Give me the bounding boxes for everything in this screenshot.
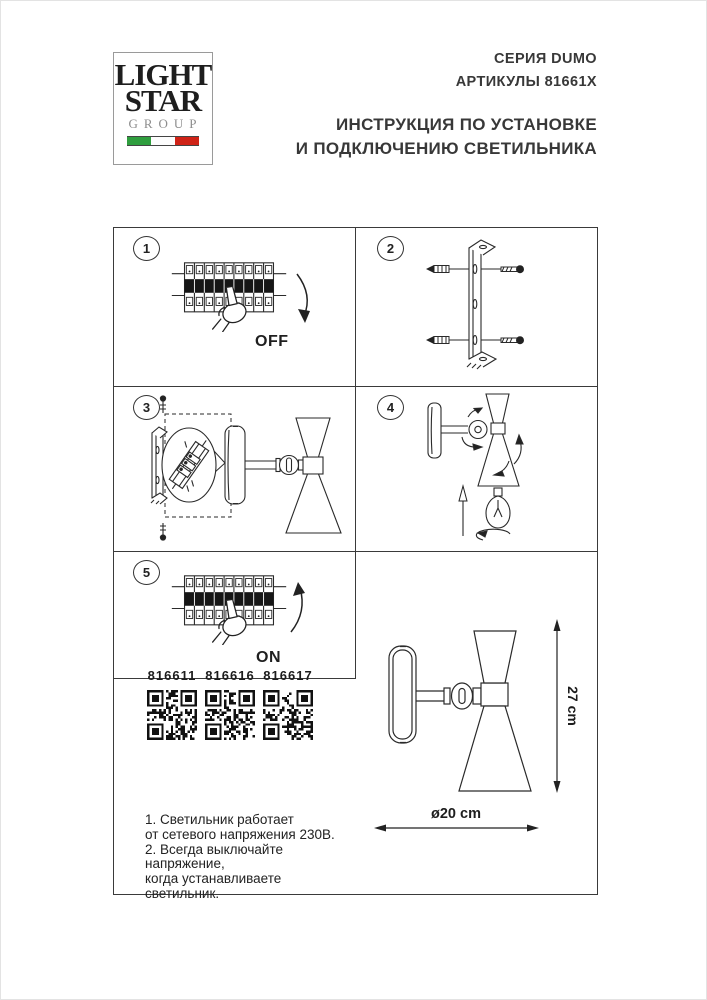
logo-line-star: STAR — [124, 83, 202, 118]
wall-anchor-icon — [426, 265, 449, 344]
screw-rotation-icon — [476, 529, 510, 540]
step-5-number: 5 — [133, 560, 160, 585]
article-column — [205, 668, 255, 740]
logo-line-group: GROUP — [128, 116, 203, 131]
note-line: 1. Светильник работает — [145, 812, 294, 827]
step5-breaker-on-drawing — [114, 552, 356, 678]
circuit-breaker-drawing — [172, 263, 286, 332]
step2-bracket-drawing — [356, 228, 597, 386]
step3-wiring-drawing — [114, 387, 356, 551]
screw-icon — [501, 265, 524, 344]
qr-code-816611 — [147, 690, 197, 740]
article-code: 816616 — [205, 668, 255, 683]
note-line: когда устанавливаете светильник. — [145, 871, 282, 901]
logo-line-light: LIGHT — [114, 57, 212, 92]
article-code: 816611 — [147, 668, 197, 683]
step-2-number: 2 — [377, 236, 404, 261]
note-line: от сетевого напряжения 230В. — [145, 826, 335, 842]
qr-code-816616 — [205, 690, 255, 740]
off-arrow-icon — [297, 274, 310, 323]
step-4-number: 4 — [377, 395, 404, 420]
article-column — [263, 668, 313, 740]
lamp-dimensions-drawing — [356, 552, 597, 894]
height-dimension-label: 27 cm — [565, 686, 581, 726]
safety-notes — [145, 813, 355, 902]
lightstar-logo — [113, 52, 213, 165]
article-column — [147, 668, 197, 740]
header-text — [296, 48, 597, 161]
on-label: ON — [256, 649, 281, 666]
articles-title: АРТИКУЛЫ 81661X — [455, 74, 597, 90]
on-arrow-icon — [291, 582, 305, 632]
instruction-grid — [113, 227, 598, 901]
shade-drawing — [286, 418, 341, 533]
insert-arrow-icon — [459, 486, 467, 536]
diameter-dimension — [374, 806, 539, 832]
step4-lamp-assembly-drawing — [356, 387, 597, 551]
qr-code-816617 — [263, 690, 313, 740]
wiring-detail-balloon — [158, 428, 225, 502]
series-title: СЕРИЯ DUMO — [494, 51, 597, 67]
italian-flag-stripe — [127, 136, 199, 146]
backplate-drawing — [225, 426, 245, 504]
instruction-title-line1: ИНСТРУКЦИЯ ПО УСТАНОВКЕ — [336, 115, 597, 134]
off-label: OFF — [255, 333, 289, 350]
article-codes — [147, 668, 313, 740]
diameter-dimension-label: ø20 cm — [431, 806, 481, 822]
article-code: 816617 — [263, 668, 313, 683]
step1-breaker-off-drawing — [114, 228, 356, 386]
instruction-title-line2: И ПОДКЛЮЧЕНИЮ СВЕТИЛЬНИКА — [295, 139, 597, 158]
height-dimension — [554, 619, 582, 793]
step-3-number: 3 — [133, 395, 160, 420]
bulb-icon — [486, 488, 510, 528]
note-line: 2. Всегда выключайте напряжение, — [145, 841, 283, 872]
step-1-number: 1 — [133, 236, 160, 261]
circuit-breaker-drawing — [172, 576, 286, 645]
instruction-title — [296, 113, 597, 161]
